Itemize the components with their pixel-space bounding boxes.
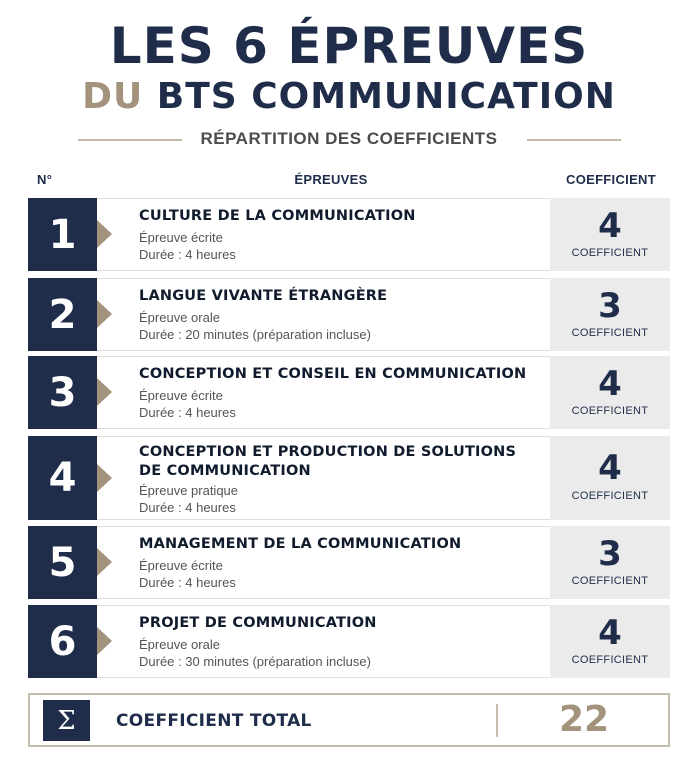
coefficient-label: COEFFICIENT [571, 327, 649, 339]
coefficient-cell [550, 436, 670, 520]
row-number: 6 [28, 605, 97, 678]
table-row [28, 526, 670, 599]
row-number: 4 [28, 436, 97, 520]
page-subtitle-line [0, 74, 698, 120]
sigma-icon: Σ [43, 700, 90, 741]
chevron-right-icon [97, 378, 112, 406]
coefficient-value: 4 [598, 206, 622, 246]
table-row [28, 605, 670, 678]
row-number: 1 [28, 198, 97, 271]
chevron-right-icon [97, 548, 112, 576]
table-row [28, 356, 670, 429]
coefficient-cell [550, 605, 670, 678]
coefficient-label: COEFFICIENT [571, 247, 649, 259]
epreuve-title: CULTURE DE LA COMMUNICATION [139, 208, 416, 224]
epreuve-title: CONCEPTION ET CONSEIL EN COMMUNICATION [139, 366, 527, 382]
chevron-right-icon [97, 464, 112, 492]
divider-right [527, 139, 621, 141]
chevron-right-icon [97, 220, 112, 248]
table-row [28, 436, 670, 520]
coefficient-label: COEFFICIENT [571, 654, 649, 666]
table-row [28, 278, 670, 351]
coefficient-cell [550, 526, 670, 599]
epreuve-type: Épreuve écrite [139, 558, 223, 573]
row-number: 2 [28, 278, 97, 351]
chevron-right-icon [97, 300, 112, 328]
epreuve-type: Épreuve écrite [139, 230, 223, 245]
epreuve-duration: Durée : 20 minutes (préparation incluse) [139, 327, 371, 342]
coefficient-value: 3 [598, 534, 622, 574]
epreuve-type: Épreuve orale [139, 637, 220, 652]
epreuve-title: LANGUE VIVANTE ÉTRANGÈRE [139, 288, 388, 304]
row-number: 5 [28, 526, 97, 599]
coefficient-label: COEFFICIENT [571, 490, 649, 502]
epreuve-duration: Durée : 4 heures [139, 575, 236, 590]
epreuve-title: PROJET DE COMMUNICATION [139, 615, 377, 631]
coefficient-value: 4 [598, 364, 622, 404]
epreuve-duration: Durée : 4 heures [139, 500, 236, 515]
coefficient-cell [550, 198, 670, 271]
subtitle: RÉPARTITION DES COEFFICIENTS [200, 129, 498, 148]
total-row [28, 693, 670, 747]
total-label: COEFFICIENT TOTAL [116, 711, 312, 731]
chevron-right-icon [97, 627, 112, 655]
column-header-epreuves: ÉPREUVES [294, 172, 368, 187]
table-row [28, 198, 670, 271]
column-header-coefficient: COEFFICIENT [566, 172, 656, 187]
coefficient-value: 3 [598, 286, 622, 326]
coefficient-label: COEFFICIENT [571, 405, 649, 417]
title-accent: DU [82, 76, 144, 117]
subtitle-row [0, 126, 698, 152]
coefficient-cell [550, 278, 670, 351]
epreuve-type: Épreuve orale [139, 310, 220, 325]
coefficient-value: 4 [598, 613, 622, 653]
title-main: BTS COMMUNICATION [156, 76, 616, 117]
row-number: 3 [28, 356, 97, 429]
column-header-number: N° [37, 172, 53, 187]
coefficient-label: COEFFICIENT [571, 575, 649, 587]
epreuve-duration: Durée : 4 heures [139, 247, 236, 262]
epreuve-type: Épreuve pratique [139, 483, 239, 498]
epreuve-duration: Durée : 30 minutes (préparation incluse) [139, 654, 371, 669]
epreuve-title: CONCEPTION ET PRODUCTION DE SOLUTIONS DE COMMUNICATION [139, 444, 517, 479]
total-value: 22 [558, 699, 610, 740]
epreuve-title: MANAGEMENT DE LA COMMUNICATION [139, 536, 462, 552]
page-title: LES 6 ÉPREUVES [109, 17, 589, 75]
coefficient-cell [550, 356, 670, 429]
coefficient-value: 4 [598, 448, 622, 488]
epreuve-duration: Durée : 4 heures [139, 405, 236, 420]
epreuve-type: Épreuve écrite [139, 388, 223, 403]
